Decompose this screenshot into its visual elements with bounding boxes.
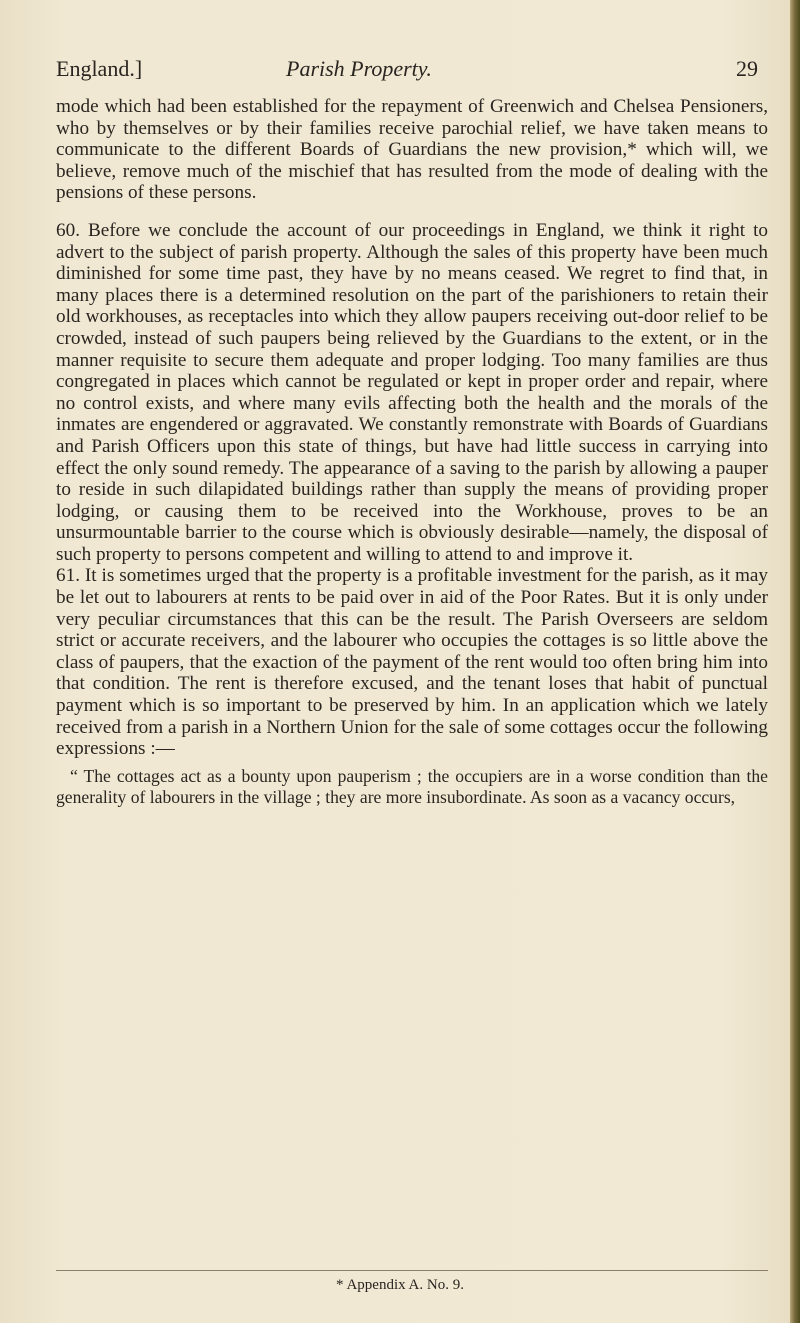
block-quote: “ The cottages act as a bounty upon pauperism ; the occupiers are in a worse condition than the generality of labourers in the village ; they are more insubordinate. As soon as a vacancy occurs, [56, 765, 768, 807]
body-text [56, 96, 768, 808]
paragraph-60: 60. Before we conclude the account of our proceedings in England, we think it right to advert to the subject of parish property. Although the sales of this property have been much diminished for some time past, they have by no means ceased. We regret to find that, in many places there is a determined resolution on the part of the parishioners to retain their old workhouses, as receptacles into which they allow paupers receiving out-door relief to be crowded, instead of such paupers being relieved by the Guardians to the extent, or in the manner requisite to secure them adequate and proper lodging. Too many families are thus congregated in places which cannot be regulated or kept in proper order and repair, where no control exists, and where many evils affecting both the health and the morals of the inmates are engendered or aggravated. We constantly remonstrate with Boards of Guardians and Parish Officers upon this state of things, but have had little success in carrying into effect the only sound remedy. The appearance of a saving to the parish by allowing a pauper to reside in such dilapidated buildings rather than supply the means of providing proper lodging, or causing them to be received into the Workhouse, proves to be an unsurmountable barrier to the course which is obviously desirable—namely, the disposal of such property to persons competent and willing to attend to and improve it. [56, 219, 768, 565]
page-number: 29 [736, 56, 758, 81]
footnote: * Appendix A. No. 9. [336, 1277, 464, 1293]
header-section: England.] [56, 56, 143, 81]
paragraph-continued: mode which had been established for the repayment of Greenwich and Chelsea Pensioners, who by themselves or by their families receive parochial relief, we have taken means to communicate to the different Boards of Guardians the new provision,* which will, we believe, remove much of the mischief that has resulted from the mode of dealing with the pensions of these persons. [56, 96, 768, 204]
header-title: Parish Property. [286, 56, 432, 81]
running-head [56, 56, 766, 90]
page-edge-shadow [790, 0, 800, 1323]
footnote-rule [56, 1270, 768, 1271]
paragraph-61: 61. It is sometimes urged that the property is a profitable investment for the parish, as it may be let out to labourers at rents to be paid over in aid of the Poor Rates. But it is only under very peculiar circumstances that this can be the result. The Parish Overseers are seldom strict or accurate receivers, and the labourer who occupies the cottages is so little above the class of paupers, that the exaction of the payment of the rent would too often bring him into that condition. The rent is therefore excused, and the tenant loses that habit of punctual payment which is so important to be preserved by him. In an application which we lately received from a parish in a Northern Union for the sale of some cottages occur the following expressions :— [56, 565, 768, 760]
